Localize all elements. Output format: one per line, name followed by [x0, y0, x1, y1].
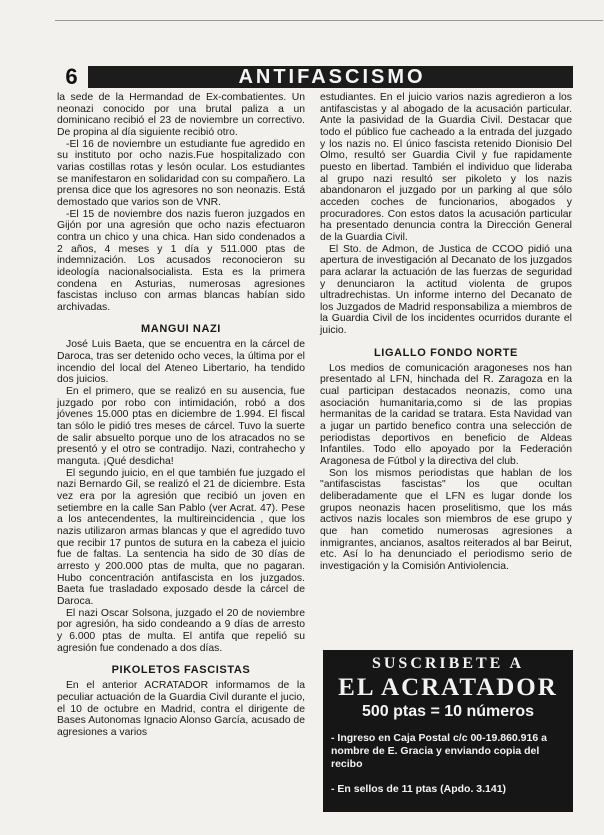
- article-paragraph: En el anterior ACRATADOR informamos de la peculiar actuación de la Guardia Civil durante el jucio, el 10 de octubre en Madrid, contra el dirigente de Bases Autonomas Ignacio Alonso García, acusado de agresiones a varios: [57, 680, 305, 738]
- page-header: [55, 66, 573, 88]
- article-paragraph: Los medios de comunicación aragoneses nos han presentado al LFN, hinchada del R. Zaragoza en la cual participan destacados neonazis, como una asociación humanitaria,como si de las propias hermanitas de la caridad se tratara. Esta Navidad van a jugar un partido benefico contra una selección de periodistas deportivos en beneficio de Aldeas Infantiles. Todo ello apoyado por la Federación Aragonesa de Fútbol y la directiva del club.: [320, 362, 572, 468]
- article-paragraph: El segundo juicio, en el que también fue juzgado el nazi Bernardo Gil, se realizó el 21 de diciembre. Esta vez era por la agresión que recibió un joven en setiembre en la calle San Pablo (ver Acrat. 47). Pese a los antecendentes, la multireincidencia , que los nazis utilizaron armas blancas y que el agredido tuvo que recibir 17 puntos de sutura en la cabeza el juicio fue de faltas. La sentencia ha sido de 30 días de arresto y 200.000 ptas de multa, que no pagaran. Hubo concentración antifascista en los juzgados. Baeta fue trasladado exposado desde la cárcel de Daroca.: [57, 467, 305, 607]
- article-paragraph: El Sto. de Admon, de Justica de CCOO pidió una apertura de investigación al Decanato de los juzgados para aclarar la actuación de las fuerzas de seguridad y denunciaron la actitud violenta de grupos ultradrechistas. Un informe interno del Decanato de los Juzgados de Madrid responsabiliza a miembros de la Guardia Civil de los incidentes ocurridos durante el juicio.: [320, 243, 572, 337]
- right-column: [320, 92, 572, 573]
- ad-publication-name: EL ACRATADOR: [338, 674, 558, 701]
- subscription-ad: [323, 650, 573, 812]
- top-rule: [55, 20, 603, 21]
- ad-price: 500 ptas = 10 números: [361, 703, 535, 720]
- article-paragraph: la sede de la Hermandad de Ex-combatientes. Un neonazi conocido por una brutal paliza a un dominicano recibió el 23 de noviembre un correctivo. De propina al día siguiente recibió otro.: [57, 92, 305, 138]
- article-paragraph: José Luis Baeta, que se encuentra en la cárcel de Daroca, tras ser detenido ocho veces, la última por el incendio del local del Ateneo Libertario, ha tendido dos juicios.: [57, 339, 305, 386]
- heading-mangui-nazi: MANGUI NAZI: [141, 323, 221, 336]
- ad-subscribe-line: SUSCRIBETE A: [371, 655, 525, 672]
- article-paragraph: -El 15 de noviembre dos nazis fueron juzgados en Gijón por una agresión que ocho nazis efectuaron contra un chico y una chica. Han sido condenados a 2 años, 4 meses y 1 día y 511.000 ptas de indemnización. Los acusados reconocieron su ideología nacionalsocialista. Esta es la primera condena en Asturias, numerosas agresiones fascistas incluso con armas blancas habían sido archivadas.: [57, 208, 305, 313]
- ad-payment-bank: - Ingreso en Caja Postal c/c 00-19.860.916 a nombre de E. Gracia y enviando copia del recibo: [331, 732, 547, 770]
- ad-payment-stamps: - En sellos de 11 ptas (Apdo. 3.141): [331, 783, 507, 795]
- article-paragraph: -El 16 de noviembre un estudiante fue agredido en su instituto por ocho nazis.Fue hospitalizado con varias costillas rotas y lesón ocular. Los estudiantes se manifestaron en solidaridad con su compañero. La prensa dice que los agresores no son neonazis. Está demostado que varios son de VNR.: [57, 138, 305, 208]
- section-title: ANTIFASCISMO: [238, 66, 426, 88]
- article-paragraph: El nazi Oscar Solsona, juzgado el 20 de noviembre por agresión, ha sido condeando a 9 días de arresto y 6.000 ptas de multa. El antifa que repelió su agresión fue condenado a dos días.: [57, 607, 305, 654]
- page-number: 6: [55, 66, 91, 88]
- article-paragraph: Son los mismos periodistas que hablan de los "antifascistas fascistas" los que ocultan deliberadamente que el LFN es lugar donde los grupos neonazis hacen proselitismo, que los más activos nazis locales son miembros de ese grupo y que han cometido numerosas agresiones a inmigrantes, ancianos, asaltos reiterados al bar Beirut, etc. Así lo ha denunciado el periodismo serio de investigación y la Comisión Antiviolencia.: [320, 467, 572, 572]
- article-paragraph: En el primero, que se realizó en su ausencia, fue juzgado por robo con intimidación, robó a dos jóvenes 15.000 ptas en diciembre de 1.994. El fiscal tan sólo le pidió tres meses de cárcel. Tuvo la suerte de salir absuelto porque uno de los atracados no se presentó y el otro se contradijo. Nazi, contrahecho y manguta. ¡Qué desdicha!: [57, 386, 305, 468]
- heading-ligallo-fondo-norte: LIGALLO FONDO NORTE: [373, 346, 518, 359]
- article-paragraph: estudiantes. En el juicio varios nazis agredieron a los antifascistas y al abogado de la acusación particular. Ante la pasividad de la Guardia Civil. Destacar que todo el público fue cacheado a la entrada del juzgado y los nazis no. El único fascista retenido Dionisio Del Olmo, resultó ser Guardia Civil y fue rapidamente puesto en libertad. También el individuo que lideraba al grupo nazi resultó ser pikoleto y los nazis abandonaron el juzgado por un parking al que sólo acceden coches de funcionarios, abogados y procuradores. Con estos datos la acusación particular ha presentado denuncia contra la Dirección General de la Guardia Civil.: [320, 92, 572, 243]
- left-column: [57, 92, 305, 738]
- heading-pikoletos-fascistas: PIKOLETOS FASCISTAS: [111, 664, 251, 677]
